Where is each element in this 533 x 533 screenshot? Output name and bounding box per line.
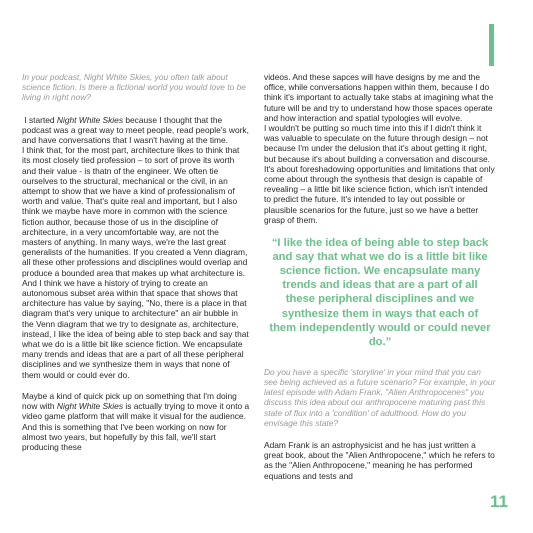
page-number: 11 bbox=[490, 492, 508, 511]
interview-question: In your podcast, Night White Skies, you often talk about science fiction. Is there a fictional world you would love to be living in right now? bbox=[22, 72, 246, 103]
left-column bbox=[22, 72, 250, 463]
answer-text: I think that, for the most part, architecture likes to think that its most closely tied profession – to sort of prove its worth and their value - is thatn of the engineer. We often tie ourselves to the structural, mechanical or the civil, in an attempt to show that we have a kind of professionalism of worth and value. That's quite real and important, but I also think we maybe have more in common with the science fiction author, because those of us in the discipline of architecture, in a very uncomfortable way, are not the masters of anything. In many ways, we're the last great generalists of the humanities. If you created a Venn diagram, all these other professions and disciplines would overlap and produce a bounded area that makes up what architecture is. And I think we have a history of trying to create an autonomous subset area within that space that shows that architecture has value by saying, "No, there is a place in that diagram that's very unique to architecture" an air bubble in the Venn diagram that we try to designate as, architecture, instead, I like the idea of being able to step back and say that what we do is a little bit like science fiction. We encapsulate many trends and ideas that are a part of all these peripheral disciplines and we synthesize them in ways that none of them would or could ever do. bbox=[22, 145, 249, 380]
answer-paragraph: I started Night White Skies because I thought that the podcast was a great way to meet people, read people's work, and have conversations that I wasn't having at the time. I think that, for the most part, architecture likes to think that its most closely tied profession – to sort of prove its worth and their value - is thatn of the engineer. We often tie ourselves to the structural, mechanical or the civil, in an attempt to show that we have a kind of professionalism of worth and value. That's quite real and important, but I also think we maybe have more in common with the science fiction author, because those of us in the discipline of architecture, in a very uncomfortable way, are not the masters of anything. In many ways, we're the last great generalists of the humanities. If you created a Venn diagram, all these other professions and disciplines would overlap and produce a bounded area that makes up what architecture is. And I think we have a history of trying to create an autonomous subset area within that space that shows that architecture has value by saying, "No, there is a place in that diagram that's very unique to architecture" an air bubble in the Venn diagram that we try to designate as, architecture, instead, I like the idea of being able to step back and say that what we do is a little bit like science fiction. We encapsulate many trends and ideas that are a part of all these peripheral disciplines and we synthesize them in ways that none of them would or could ever do. bbox=[22, 114, 249, 380]
final-answer-paragraph: Adam Frank is an astrophysicist and he has just written a great book, about the "Alien Anthropocene," which he refers to as the "Alien Anthropocene," meaning he has performed equations and tests and bbox=[264, 440, 495, 481]
right-column bbox=[264, 72, 496, 492]
interview-question-2: Do you have a specific 'storyline' in your mind that you can see being achieved as a future scenario? For example, in your latest episode with Adam Frank, "Alien Anthropocenes" you discuss this idea about our anthropocene maturing past this state of flux into a 'condition' of adulthood. How do you envisage this state? bbox=[264, 366, 496, 428]
accent-bar bbox=[489, 24, 494, 66]
continuation-paragraph: videos. And these sapces will have designs by me and the office, while conversations happen within them, because I do think it's important to actually take stabs at imagining what the future will be and try to understand how those spaces operate and how interaction and spatial typologies will evolve. I wouldn't be putting so much time into this if I didn't think it was valuable to speculate on the future through design – not because I'm under the delusion that it's about getting it right, but because it's about building a conversation and discourse. It's about foreshadowing opportunities and limitations that only come about through the synthesis that design is capable of revealing – a little bit like science fiction, which isn't intended to predict the future. It's intended to lay out possible or plausible scenarios for the future, just so we have a better grasp of them. bbox=[264, 72, 495, 225]
pull-quote: “I like the idea of being able to step back and say that what we do is a little bit like science fiction. We encapsulate many trends and ideas that are a part of all these peripheral disciplines and we synthesize them in ways that each of them independently would or could never do.” bbox=[269, 237, 491, 348]
podcast-title-2: Night White Skies bbox=[56, 401, 124, 412]
podcast-title: Night White Skies bbox=[56, 114, 124, 125]
answer-paragraph-2: Maybe a kind of quick pick up on something that I'm doing now with Night White Skies is actually trying to move it onto a video game platform that will make it visual for the audience. And this is something that I've been working on now for almost two years, but hopefully by this fall, we'll start producing these bbox=[22, 390, 250, 452]
